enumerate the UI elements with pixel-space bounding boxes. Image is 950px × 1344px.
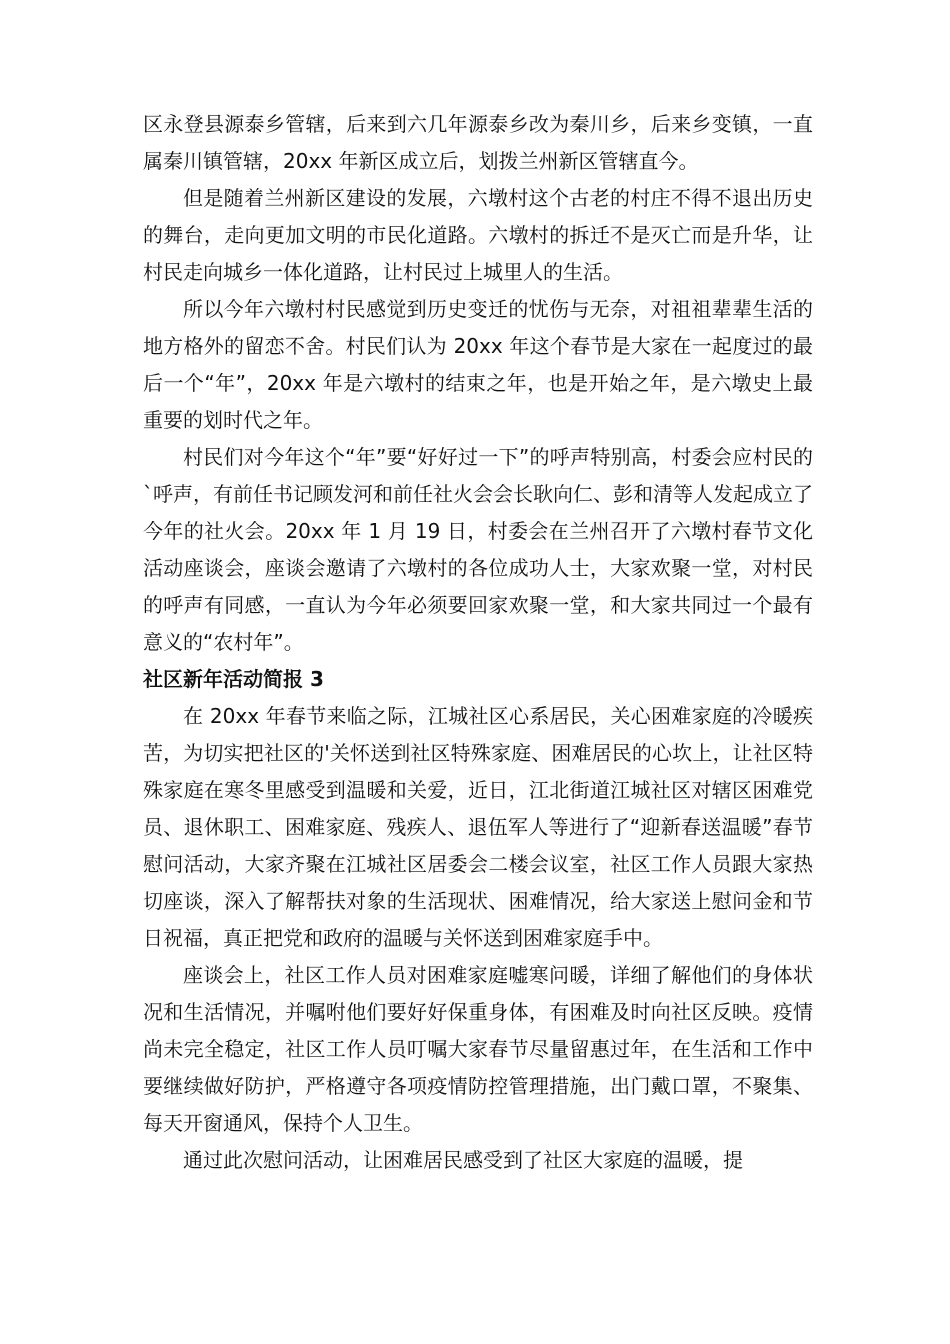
paragraph-truncated: 通过此次慰问活动，让困难居民感受到了社区大家庭的温暖，提 (183, 1148, 743, 1172)
section-heading: 社区新年活动简报 3 (143, 667, 324, 691)
paragraph: 村民们对今年这个“年”要“好好过一下”的呼声特别高，村委会应村民的`呼声，有前任书记顾发河和前任社火会会长耿向仁、彭和清等人发起成立了今年的社火会。20xx 年 1 月 19 日，村委会在兰州召开了六墩村春节文化活动座谈会，座谈会邀请了六墩村的各位成功人士，大家欢聚一堂，对村民的呼声有同感，一直认为今年必须要回家欢聚一堂，和大家共同过一个最有意义的“农村年”。 (143, 445, 813, 654)
paragraph: 在 20xx 年春节来临之际，江城社区心系居民，关心困难家庭的冷暖疾苦，为切实把社区的'关怀送到社区特殊家庭、困难居民的心坎上，让社区特殊家庭在寒冬里感受到温暖和关爱，近日，江北街道江城社区对辖区困难党员、退休职工、困难家庭、残疾人、退伍军人等进行了“迎新春送温暖”春节慰问活动，大家齐聚在江城社区居委会二楼会议室，社区工作人员跟大家热切座谈，深入了解帮扶对象的生活现状、困难情况，给大家送上慰问金和节日祝福，真正把党和政府的温暖与关怀送到困难家庭手中。 (143, 704, 813, 950)
paragraph: 但是随着兰州新区建设的发展，六墩村这个古老的村庄不得不退出历史的舞台，走向更加文明的市民化道路。六墩村的拆迁不是灭亡而是升华，让村民走向城乡一体化道路，让村民过上城里人的生活。 (143, 186, 813, 284)
document-body (143, 106, 813, 1179)
paragraph: 座谈会上，社区工作人员对困难家庭嘘寒问暖，详细了解他们的身体状况和生活情况，并嘱咐他们要好好保重身体，有困难及时向社区反映。疫情尚未完全稳定，社区工作人员叮嘱大家春节尽量留惠过年，在生活和工作中要继续做好防护，严格遵守各项疫情防控管理措施，出门戴口罩，不聚集、每天开窗通风，保持个人卫生。 (143, 963, 813, 1135)
paragraph: 所以今年六墩村村民感觉到历史变迁的忧伤与无奈，对祖祖辈辈生活的地方格外的留恋不舍。村民们认为 20xx 年这个春节是大家在一起度过的最后一个“年”，20xx 年是六墩村的结束之年，也是开始之年，是六墩史上最重要的划时代之年。 (143, 297, 813, 432)
paragraph-continued: 区永登县源泰乡管辖，后来到六几年源泰乡改为秦川乡，后来乡变镇，一直属秦川镇管辖，20xx 年新区成立后，划拨兰州新区管辖直今。 (143, 112, 813, 173)
